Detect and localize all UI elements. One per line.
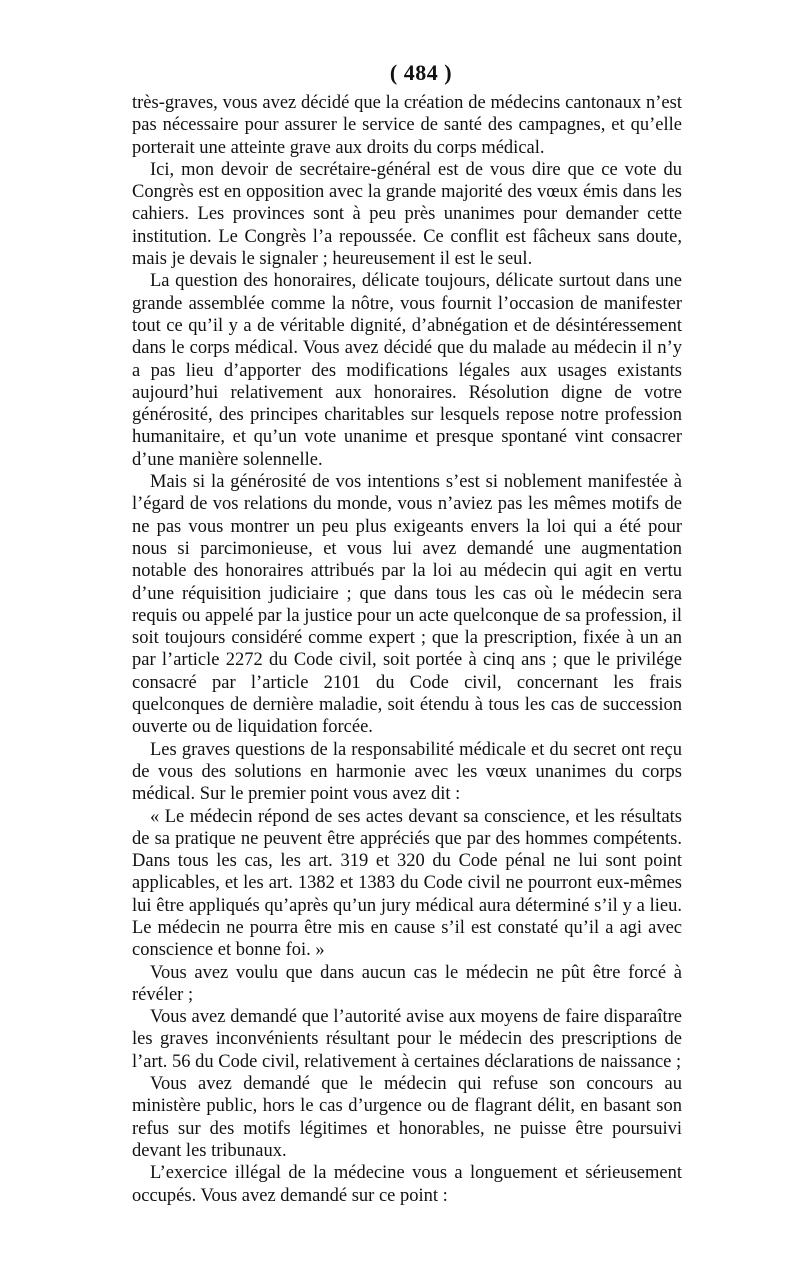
paragraph: Vous avez demandé que l’autorité avise aux moyens de faire disparaître les graves inconvénients résultant pour le médecin des prescriptions de l’art. 56 du Code civil, relativement à certaines déclarations de naissance ; [132,1007,682,1072]
paragraph: La question des honoraires, délicate toujours, délicate surtout dans une grande assemblée comme la nôtre, vous fournit l’occasion de manifester tout ce qu’il y a de véritable dignité, d’abnégation et de désintéressement dans le corps médical. Vous avez décidé que du malade au médecin il n’y a pas lieu d’apporter des modifications légales aux usages existants aujourd’hui relativement aux honoraires. Résolution digne de votre générosité, des principes charitables sur lesquels repose notre profession humanitaire, et qu’un vote unanime et presque spontané vint consacrer d’une manière solennelle. [132,271,682,470]
document-page [132,52,682,1207]
quotation-paragraph: « Le médecin répond de ses actes devant sa conscience, et les résultats de sa pratique ne peuvent être appréciés que par des hommes compétents. Dans tous les cas, les art. 319 et 320 du Code pénal ne lui sont point applicables, et les art. 1382 et 1383 du Code civil ne pourront eux-mêmes lui être appliqués qu’après qu’un jury médical aura déterminé s’il y a lieu. Le médecin ne pourra être mis en cause s’il est constaté qu’il a agi avec conscience et bonne foi. » [132,806,682,961]
paragraph: Vous avez voulu que dans aucun cas le médecin ne pût être forcé à révéler ; [132,962,682,1005]
paragraph: Vous avez demandé que le médecin qui refuse son concours au ministère public, hors le cas d’urgence ou de flagrant délit, en basant son refus sur des motifs légitimes et honorables, ne puisse être poursuivi devant les tribunaux. [132,1074,682,1161]
paragraph: Ici, mon devoir de secrétaire-général est de vous dire que ce vote du Congrès est en opposition avec la grande majorité des vœux émis dans les cahiers. Les provinces sont à peu près unanimes pour demander cette institution. Le Congrès l’a repoussée. Ce conflit est fâcheux sans doute, mais je devais le signaler ; heureusement il est le seul. [132,159,682,270]
paragraph: très-graves, vous avez décidé que la création de médecins cantonaux n’est pas nécessaire pour assurer le service de santé des campagnes, et qu’elle porterait une atteinte grave aux droits du corps médical. [132,93,682,158]
paragraph: Mais si la générosité de vos intentions s’est si noblement manifestée à l’égard de vos relations du monde, vous n’aviez pas les mêmes motifs de ne pas vous montrer un peu plus exigeants envers la loi qui a été pour nous si parcimonieuse, et vous lui avez demandé une augmentation notable des honoraires attribués par la loi au médecin qui agit en vertu d’une réquisition judiciaire ; que dans tous les cas où le médecin sera requis ou appelé par la justice pour un acte quelconque de sa profession, il soit toujours considéré comme expert ; que la prescription, fixée à un an par l’article 2272 du Code civil, soit portée à cinq ans ; que le privilége consacré par l’article 2101 du Code civil, concernant les frais quelconques de dernière maladie, soit étendu à tous les cas de succession ouverte ou de liquidation forcée. [132,472,682,738]
paragraph: L’exercice illégal de la médecine vous a longuement et sérieusement occupés. Vous avez demandé sur ce point : [132,1163,682,1206]
paragraph: Les graves questions de la responsabilité médicale et du secret ont reçu de vous des solutions en harmonie avec les vœux unanimes du corps médical. Sur le premier point vous avez dit : [132,739,682,805]
page-number: ( 484 ) [389,60,453,85]
